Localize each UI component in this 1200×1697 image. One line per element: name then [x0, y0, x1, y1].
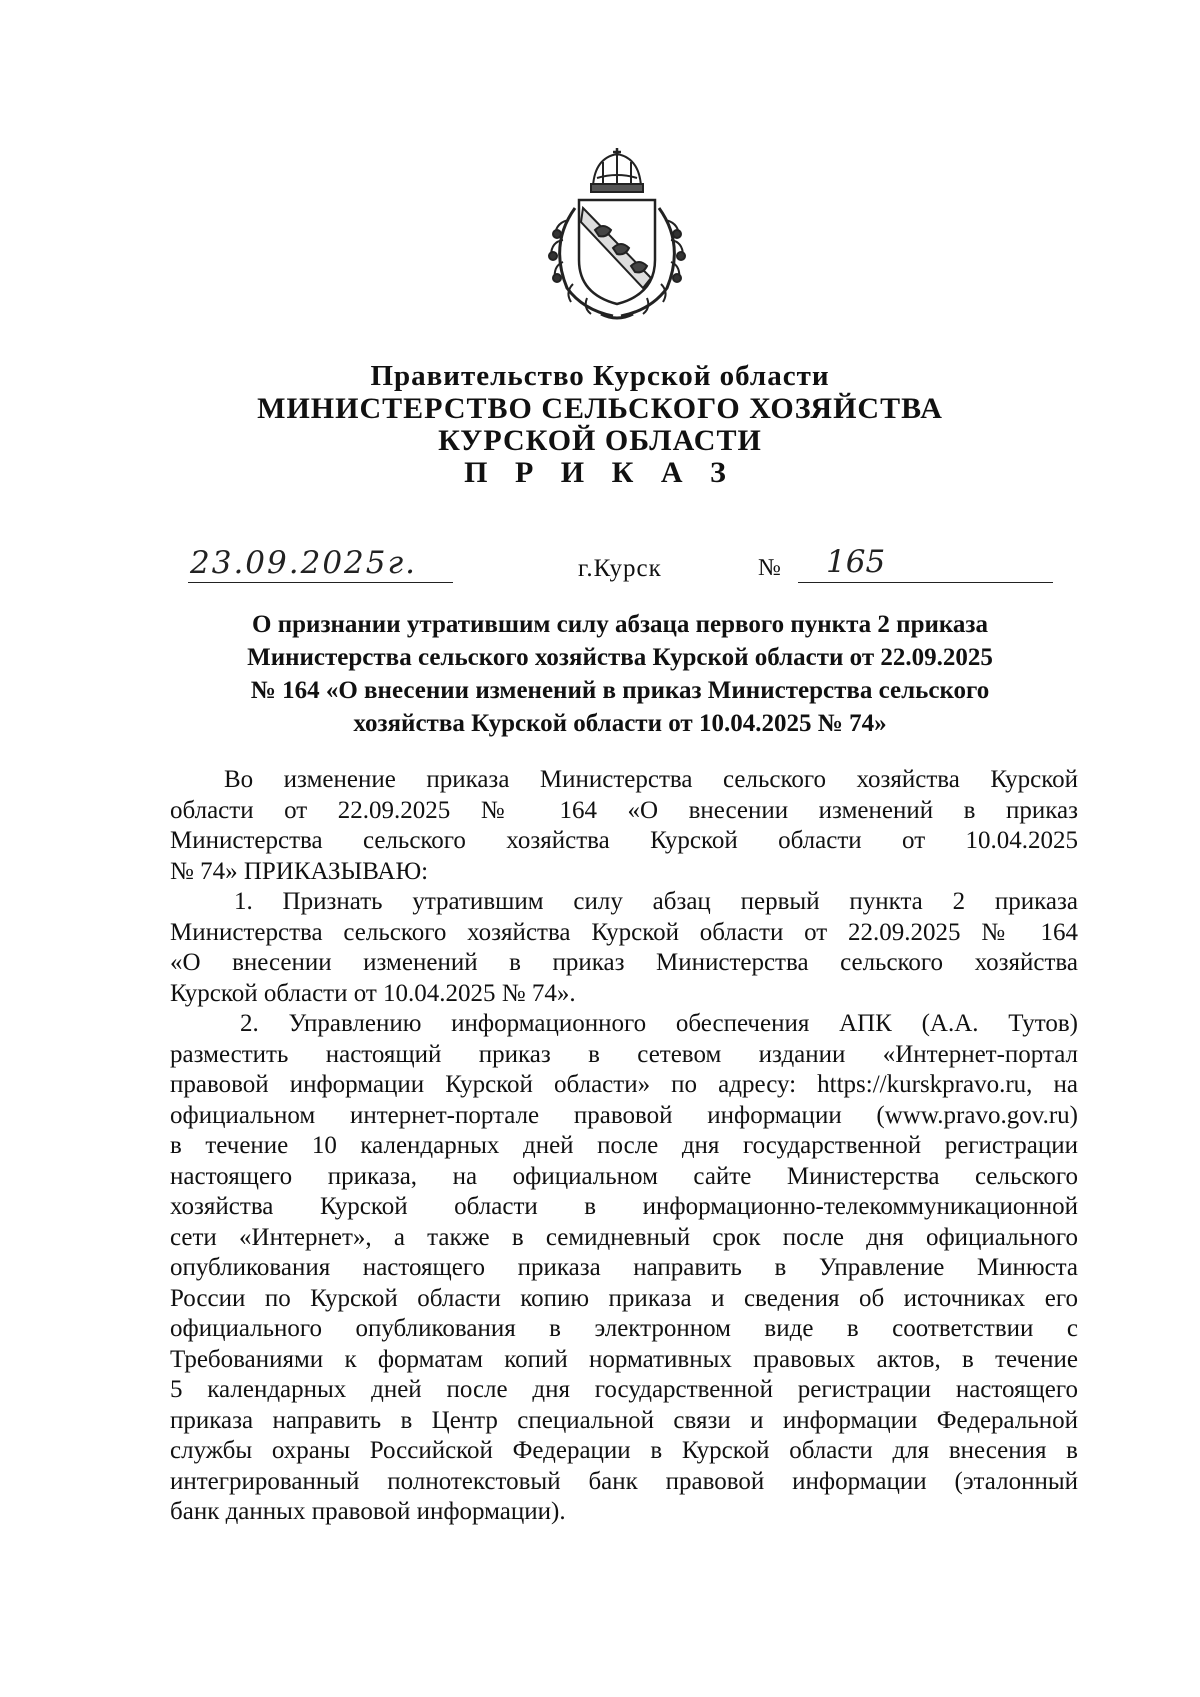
item2-line: опубликования настоящего приказа направить в Управление Минюста: [170, 1254, 1078, 1281]
order-number: 165: [826, 544, 886, 580]
number-sign: №: [758, 555, 781, 581]
document-type: П Р И К А З: [464, 456, 736, 489]
preamble-line: области от 22.09.2025 № 164 «О внесении изменений в приказ: [170, 796, 1078, 824]
order-title: [160, 608, 1080, 740]
ministry-name-line1: МИНИСТЕРСТВО СЕЛЬСКОГО ХОЗЯЙСТВА: [257, 392, 943, 425]
preamble-line: № 74» ПРИКАЗЫВАЮ:: [170, 857, 429, 885]
ministry-name-line2: КУРСКОЙ ОБЛАСТИ: [438, 424, 762, 457]
item2-line: 5 календарных дней после дня государственной регистрации настоящего: [170, 1376, 1078, 1403]
date-underline: [188, 582, 453, 583]
item2-line: правовой информации Курской области» по адресу: https://kurskpravo.ru, на: [170, 1071, 1078, 1098]
item2-line: Требованиями к форматам копий нормативных правовых актов, в течение: [170, 1345, 1078, 1373]
item2-line: приказа направить в Центр специальной связи и информации Федеральной: [170, 1406, 1078, 1434]
title-line: О признании утратившим силу абзаца первого пункта 2 приказа: [252, 611, 988, 638]
title-line: Министерства сельского хозяйства Курской области от 22.09.2025: [247, 644, 993, 671]
kursk-coat-of-arms-icon: [535, 148, 700, 323]
order-body: [170, 765, 1078, 1528]
item2-line: 2. Управлению информационного обеспечения АПК (А.А. Тутов): [240, 1010, 1078, 1037]
item1-line: «О внесении изменений в приказ Министерства сельского хозяйства: [170, 949, 1078, 976]
item2-line: интегрированный полнотекстовый банк правовой информации (эталонный: [170, 1467, 1078, 1495]
item2-line: разместить настоящий приказ в сетевом издании «Интернет-портал: [170, 1040, 1078, 1068]
preamble-line: Министерства сельского хозяйства Курской области от 10.04.2025: [170, 827, 1078, 854]
item1-line: 1. Признать утратившим силу абзац первый пункта 2 приказа: [234, 888, 1078, 915]
number-underline: [798, 582, 1053, 583]
order-date: 23.09.2025г.: [190, 545, 418, 581]
item2-line: службы охраны Российской Федерации в Курской области для внесения в: [170, 1437, 1078, 1464]
government-name: Правительство Курской области: [370, 360, 830, 392]
item2-line: России по Курской области копию приказа и сведения об источниках его: [170, 1284, 1078, 1312]
title-line: № 164 «О внесении изменений в приказ Министерства сельского: [250, 677, 990, 704]
city: г.Курск: [578, 555, 662, 582]
item2-line: настоящего приказа, на официальном сайте Министерства сельского: [170, 1162, 1078, 1190]
item2-line: официального опубликования в электронном виде в соответствии с: [170, 1315, 1078, 1342]
title-line: хозяйства Курской области от 10.04.2025 № 74»: [353, 710, 887, 737]
item2-line: в течение 10 календарных дней после дня государственной регистрации: [170, 1132, 1078, 1159]
item1-line: Министерства сельского хозяйства Курской области от 22.09.2025 № 164: [170, 918, 1078, 946]
item2-line: официальном интернет-портале правовой информации (www.pravo.gov.ru): [170, 1101, 1078, 1129]
item2-line: банк данных правовой информации).: [170, 1498, 566, 1525]
item2-line: хозяйства Курской области в информационно-телекоммуникационной: [170, 1193, 1078, 1220]
preamble-line: Во изменение приказа Министерства сельского хозяйства Курской: [224, 766, 1078, 793]
item2-line: сети «Интернет», а также в семидневный срок после дня официального: [170, 1223, 1078, 1251]
item1-line: Курской области от 10.04.2025 № 74».: [170, 979, 576, 1007]
